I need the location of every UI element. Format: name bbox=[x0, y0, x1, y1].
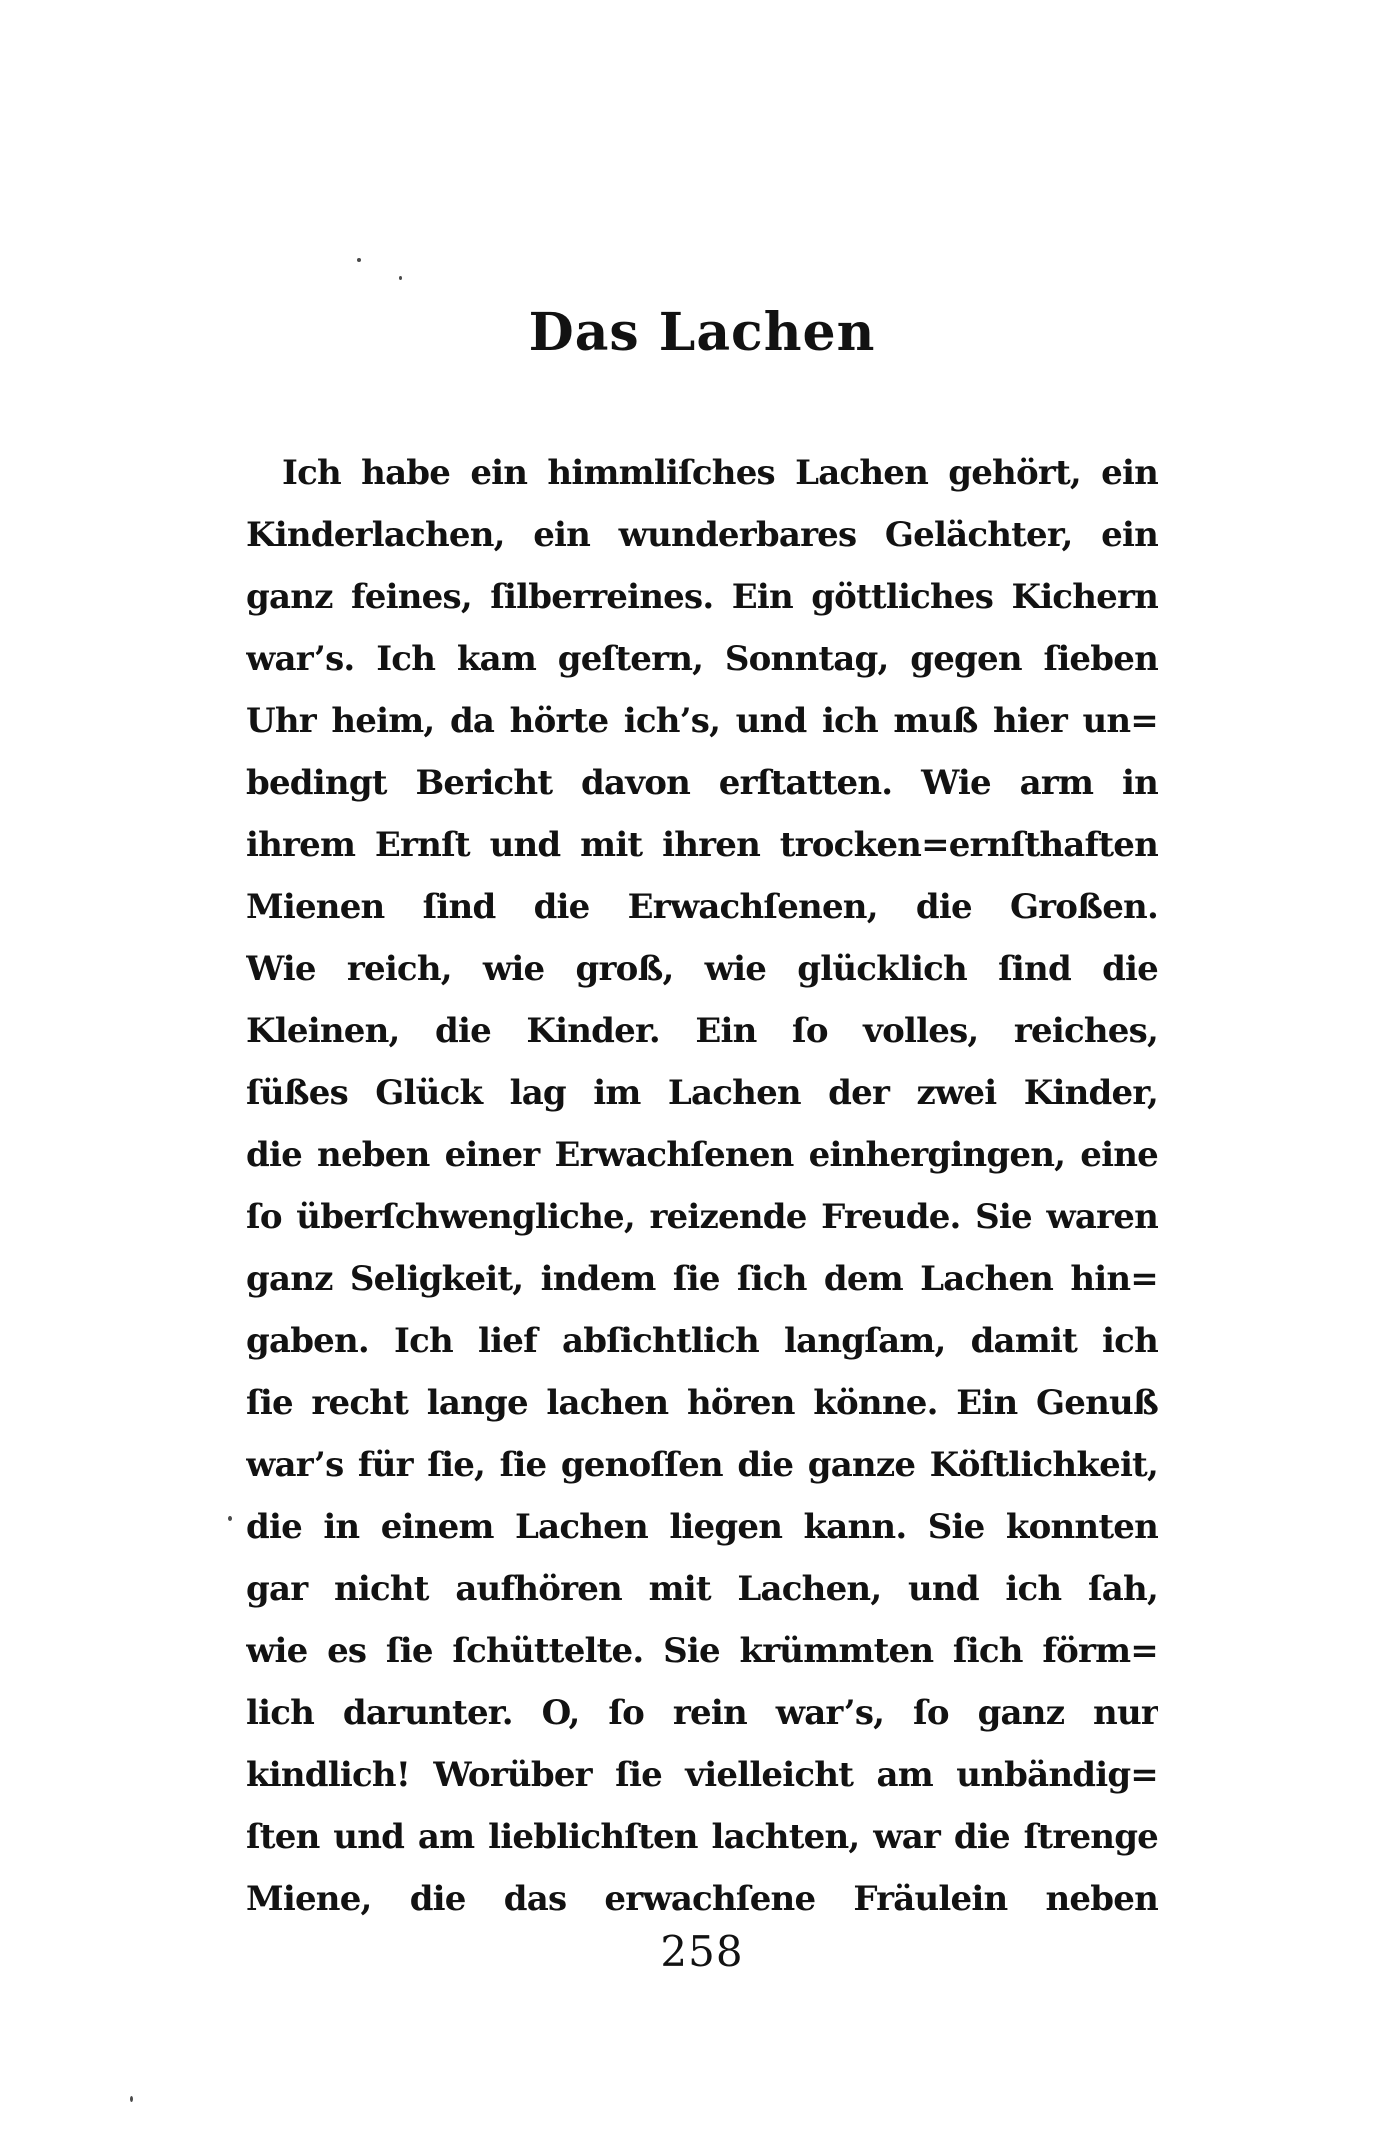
text-line: ihrem Ernſt und mit ihren trocken=ernſthaften bbox=[246, 825, 1158, 865]
text-line: Mienen ſind die Erwachſenen, die Großen. bbox=[246, 887, 1158, 927]
scan-speck bbox=[399, 276, 402, 280]
text-line: die in einem Lachen liegen kann. Sie konnten bbox=[246, 1507, 1158, 1547]
page-title: Das Lachen bbox=[528, 302, 876, 363]
text-line: Kleinen, die Kinder. Ein ſo volles, reiches, bbox=[246, 1011, 1158, 1051]
text-line: wie es ſie ſchüttelte. Sie krümmten ſich förm= bbox=[246, 1631, 1158, 1671]
scan-speck bbox=[357, 258, 361, 262]
body-text bbox=[246, 442, 1158, 1930]
text-line: gar nicht aufhören mit Lachen, und ich ſah, bbox=[246, 1569, 1158, 1609]
text-line: Uhr heim, da hörte ich’s, und ich muß hier un= bbox=[246, 701, 1158, 741]
text-line: die neben einer Erwachſenen einhergingen, eine bbox=[246, 1135, 1158, 1175]
text-line: bedingt Bericht davon erſtatten. Wie arm in bbox=[246, 763, 1158, 803]
text-line: ganz feines, ſilberreines. Ein göttliches Kichern bbox=[246, 577, 1158, 617]
text-line: Kinderlachen, ein wunderbares Gelächter, ein bbox=[246, 515, 1158, 555]
text-line: Ich habe ein himmliſches Lachen gehört, ein bbox=[282, 453, 1158, 493]
text-line: war’s. Ich kam geſtern, Sonntag, gegen ſieben bbox=[246, 639, 1158, 679]
text-line: ganz Seligkeit, indem ſie ſich dem Lachen hin= bbox=[246, 1259, 1158, 1299]
page-number: 258 bbox=[660, 1927, 744, 1976]
text-line: lich darunter. O, ſo rein war’s, ſo ganz nur bbox=[246, 1693, 1158, 1733]
scan-speck bbox=[228, 1516, 232, 1521]
text-line: war’s für ſie, ſie genoſſen die ganze Köſtlichkeit, bbox=[246, 1445, 1158, 1485]
text-line: Miene, die das erwachſene Fräulein neben bbox=[246, 1879, 1158, 1919]
text-line: ſten und am lieblichſten lachten, war die ſtrenge bbox=[246, 1817, 1158, 1857]
text-line: Wie reich, wie groß, wie glücklich ſind die bbox=[246, 949, 1158, 989]
text-line: ſo überſchwengliche, reizende Freude. Sie waren bbox=[246, 1197, 1158, 1237]
text-line: gaben. Ich lief abſichtlich langſam, damit ich bbox=[246, 1321, 1158, 1361]
text-line: ſüßes Glück lag im Lachen der zwei Kinder, bbox=[246, 1073, 1158, 1113]
text-line: kindlich! Worüber ſie vielleicht am unbändig= bbox=[246, 1755, 1158, 1795]
text-line: ſie recht lange lachen hören könne. Ein Genuß bbox=[246, 1383, 1158, 1423]
scan-speck bbox=[130, 2096, 133, 2102]
